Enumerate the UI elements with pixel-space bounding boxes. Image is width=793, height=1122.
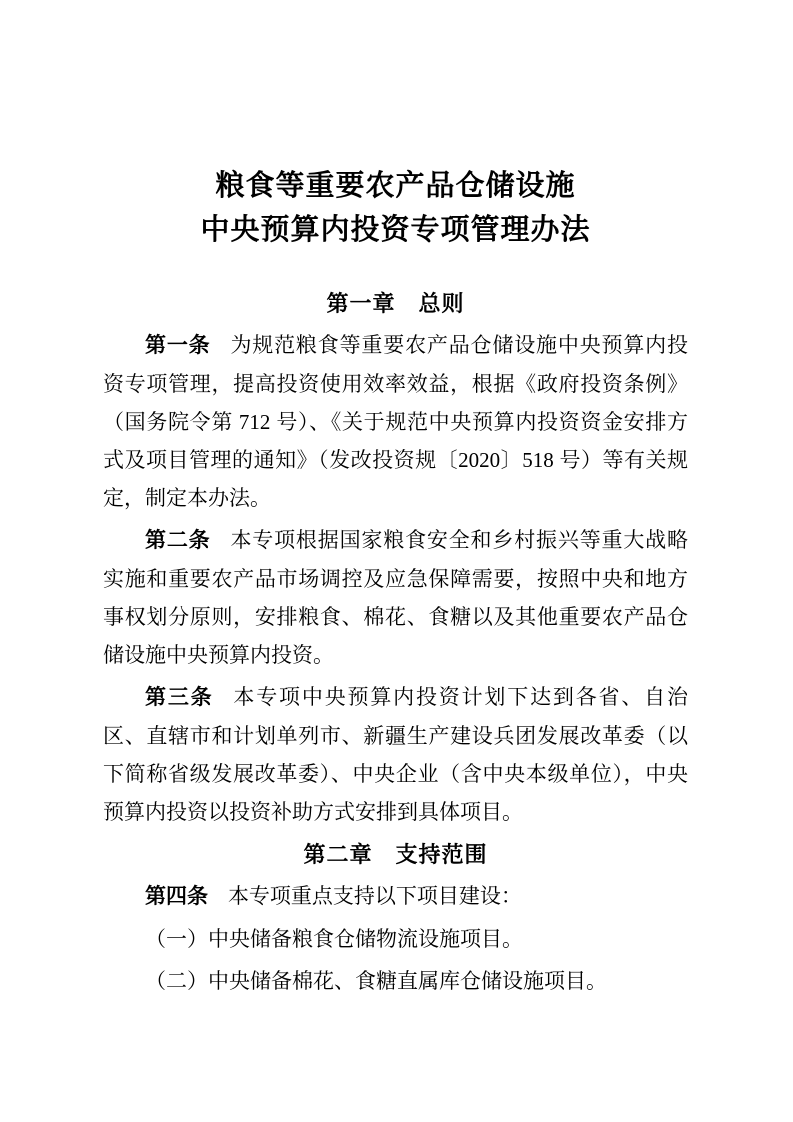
document-title-line-2: 中央预算内投资专项管理办法 xyxy=(200,214,591,246)
article-2 xyxy=(103,521,688,674)
article-2-text: 本专项根据国家粮食安全和乡村振兴等重大战略实施和重要农产品市场调控及应急保障需要，按照中央和地方事权划分原则，安排粮食、棉花、食糖以及其他重要农产品仓储设施中央预算内投资。 xyxy=(103,528,689,667)
article-4-item-2: （二）中央储备棉花、食糖直属库仓储设施项目。 xyxy=(145,969,607,993)
article-3-label: 第三条 xyxy=(145,686,214,709)
article-3 xyxy=(103,678,688,831)
article-4-label: 第四条 xyxy=(145,885,208,908)
article-4-item-1: （一）中央储备粮食仓储物流设施项目。 xyxy=(145,927,523,951)
chapter-1-heading: 第一章 总则 xyxy=(326,291,465,316)
article-1-label: 第一条 xyxy=(145,334,211,357)
article-2-label: 第二条 xyxy=(145,529,211,552)
document-title-line-1: 粮食等重要农产品仓储设施 xyxy=(215,170,576,202)
article-4-text: 本专项重点支持以下项目建设： xyxy=(227,884,522,908)
article-4 xyxy=(103,877,688,916)
article-1 xyxy=(103,326,688,517)
chapter-2-heading: 第二章 支持范围 xyxy=(303,842,488,867)
article-3-text: 本专项中央预算内投资计划下达到各省、自治区、直辖市和计划单列市、新疆生产建设兵团发展改革委（以下简称省级发展改革委）、中央企业（含中央本级单位），中央预算内投资以投资补助方式安排到具体项目。 xyxy=(103,685,689,824)
article-1-text: 为规范粮食等重要农产品仓储设施中央预算内投资专项管理，提高投资使用效率效益，根据《政府投资条例》（国务院令第 712 号）、《关于规范中央预算内投资资金安排方式及项目管理的通知》（发改投资规〔2020〕518 号）等有关规定，制定本办法。 xyxy=(103,333,689,510)
document-title xyxy=(103,164,688,252)
